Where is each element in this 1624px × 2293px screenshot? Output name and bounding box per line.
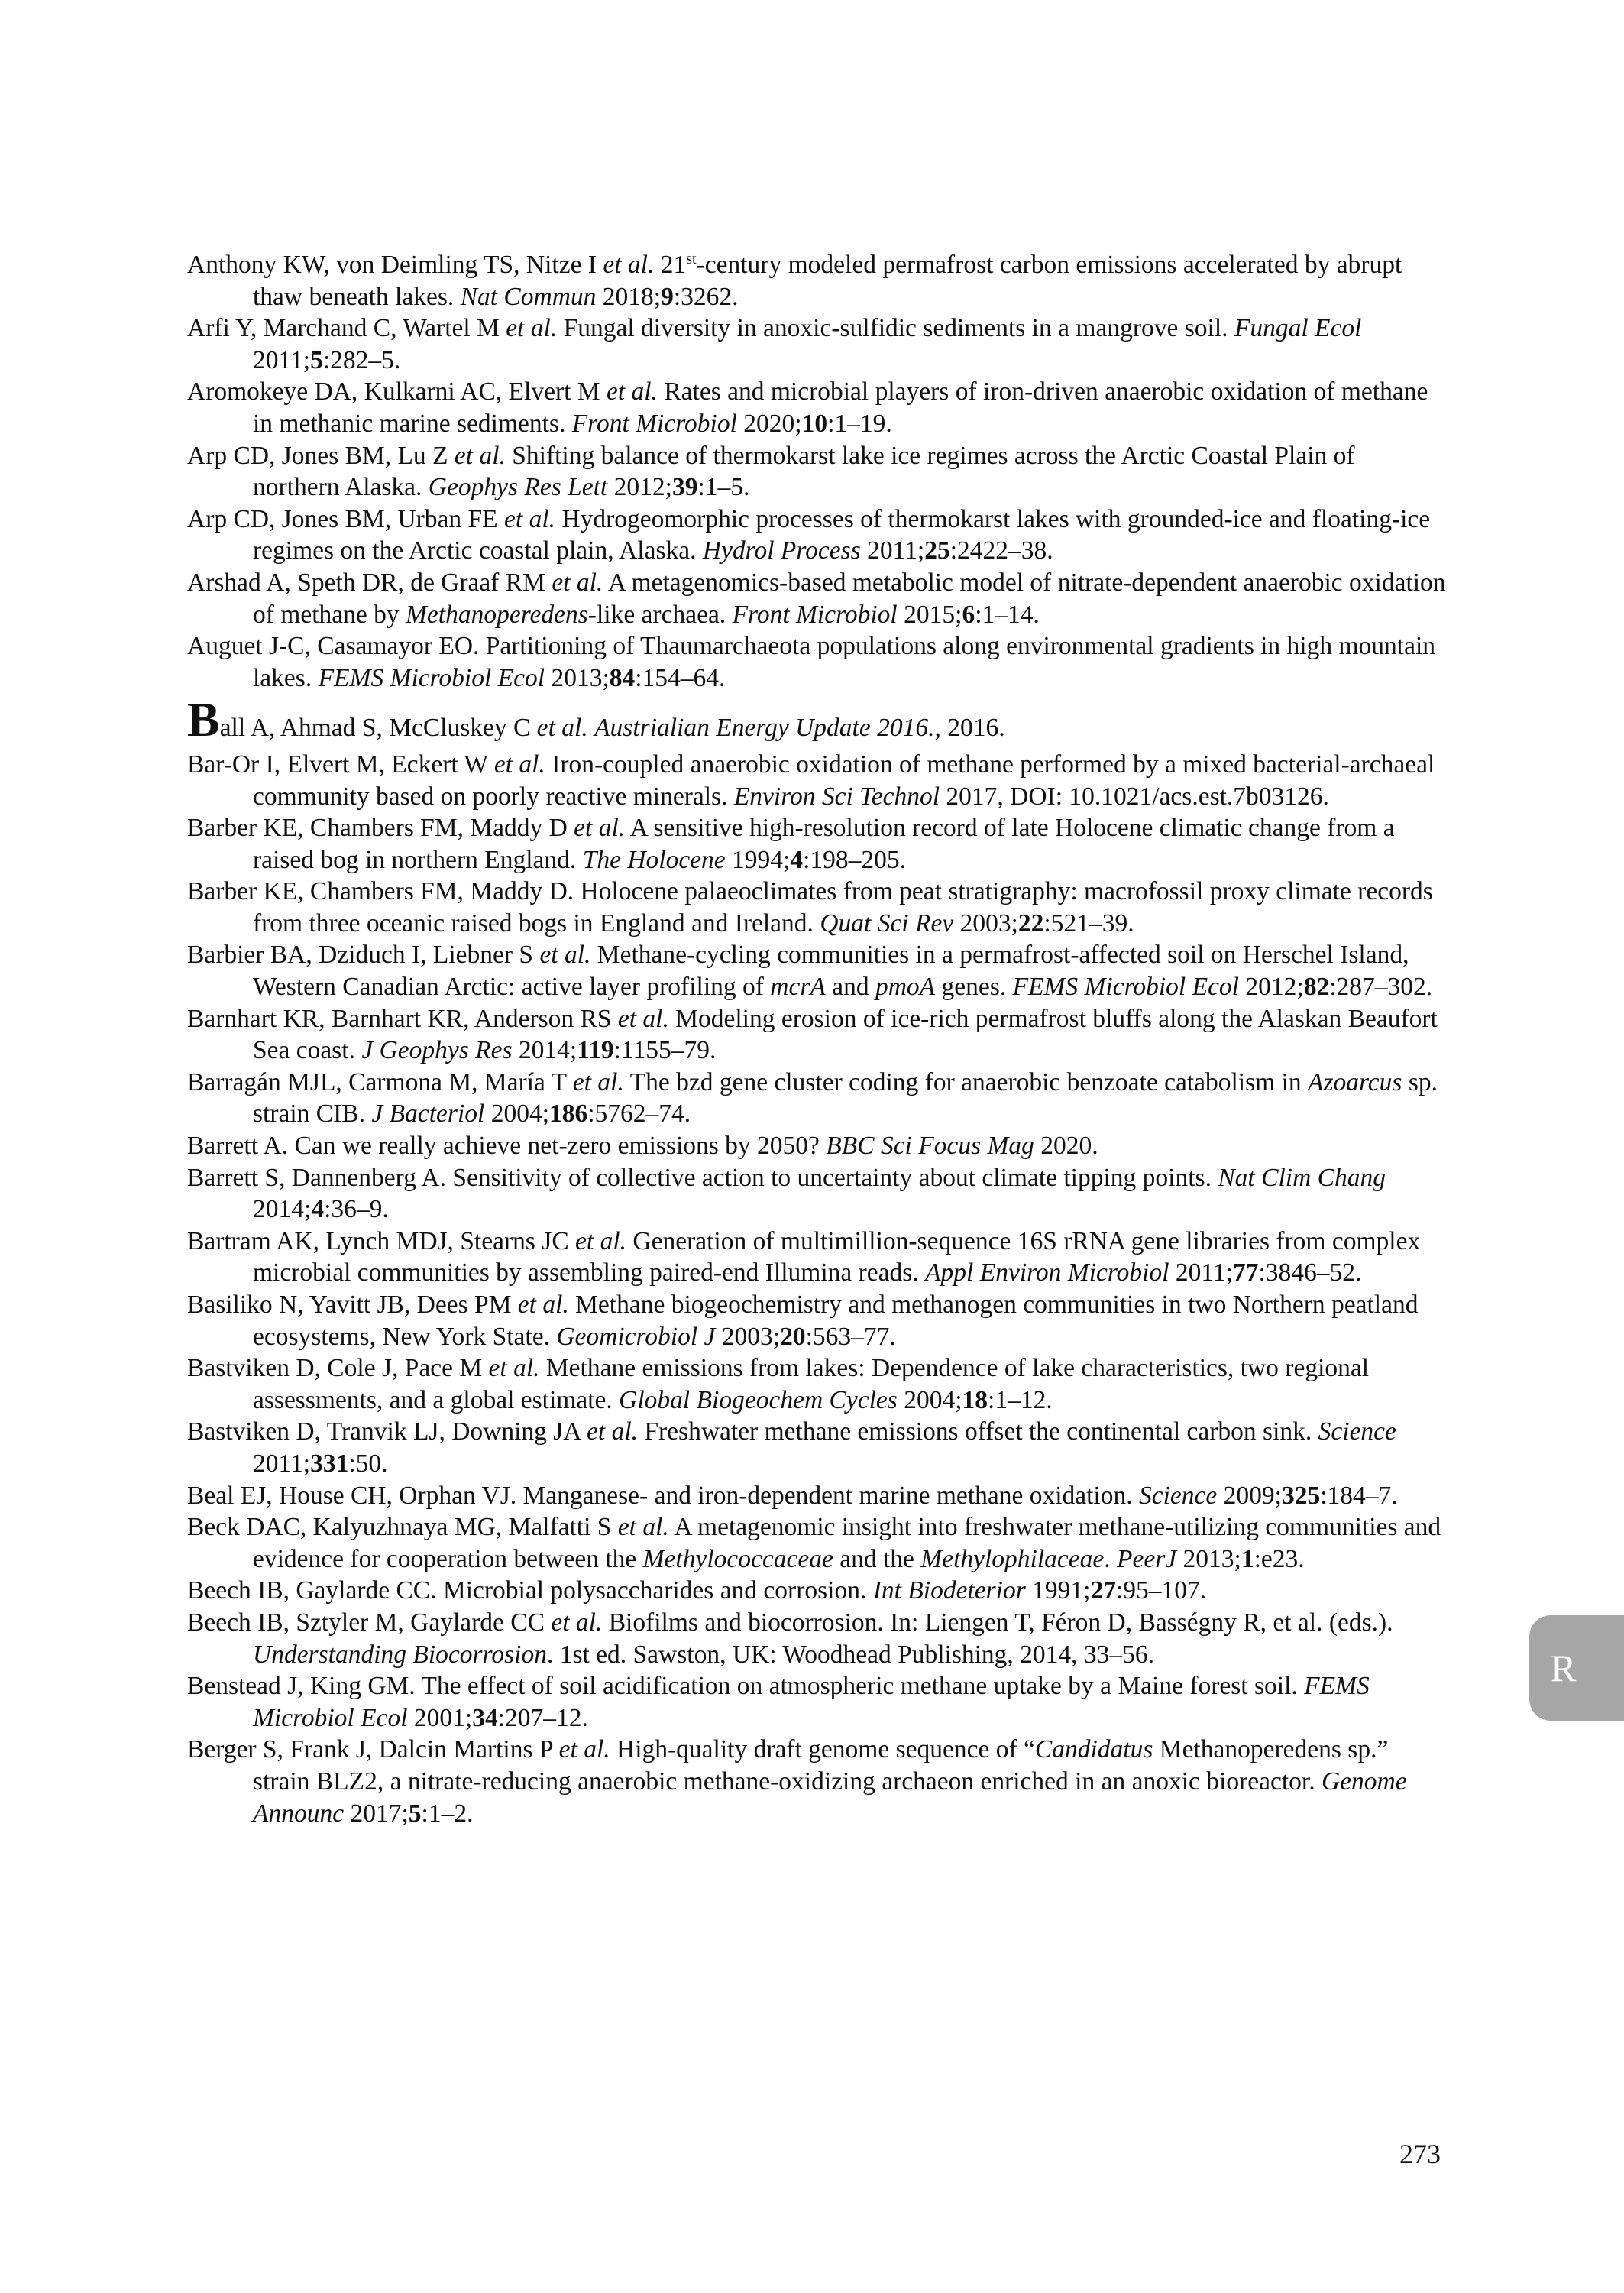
reference-entry xyxy=(187,440,1448,504)
reference-text: Aromokeye DA, Kulkarni AC, Elvert M xyxy=(187,377,607,406)
italic-text: Nat Commun xyxy=(460,282,597,311)
reference-text: :50. xyxy=(348,1449,388,1478)
italic-text: FEMS Microbiol Ecol xyxy=(1012,973,1239,1002)
reference-text: Auguet J-C, Casamayor EO. Partitioning of Thaumarchaeota populations along environmental gradients in high mountain lakes. xyxy=(187,632,1436,692)
italic-text: et al. xyxy=(572,1067,624,1096)
reference-text: 2012; xyxy=(1239,973,1304,1002)
reference-entry xyxy=(187,249,1448,313)
italic-text: et al. xyxy=(536,714,588,743)
reference-text: Beck DAC, Kalyuzhnaya MG, Malfatti S xyxy=(187,1513,618,1542)
reference-text: Methane biogeochemistry and methanogen communities in two Northern peatland ecosystems, New York State. xyxy=(253,1291,1419,1351)
bold-volume: 6 xyxy=(962,600,975,629)
reference-entry xyxy=(187,692,1448,747)
italic-text: Methylococcaceae xyxy=(642,1544,833,1573)
bold-volume: 20 xyxy=(780,1322,806,1351)
italic-text: mcrA xyxy=(770,973,826,1002)
reference-text: Hydrogeomorphic processes of thermokarst lakes with grounded-ice and floating-ice regimes on the Arctic coastal plain, Alaska. xyxy=(253,504,1431,565)
italic-text: Quat Sci Rev xyxy=(820,908,954,938)
reference-entry xyxy=(187,749,1448,812)
reference-text: A metagenomic insight into freshwater methane-utilizing communities and evidence for cooperation between the xyxy=(253,1513,1441,1573)
reference-text: all A, Ahmad S, McCluskey C xyxy=(219,714,537,743)
reference-text: . xyxy=(1104,1544,1118,1573)
reference-text: 2018; xyxy=(596,282,662,311)
reference-text: Arfi Y, Marchand C, Wartel M xyxy=(187,314,506,343)
italic-text: FEMS Microbiol Ecol xyxy=(253,1672,1370,1732)
italic-text: Global Biogeochem Cycles xyxy=(619,1385,898,1414)
reference-text: 2003; xyxy=(953,908,1018,938)
reference-text: :207–12. xyxy=(497,1703,588,1732)
italic-text: et al. xyxy=(493,750,545,779)
reference-text: Biofilms and biocorrosion. In: Liengen T, Féron D, Basségny R, et al. (eds.). xyxy=(602,1608,1393,1637)
bold-volume: 39 xyxy=(671,473,698,502)
bold-volume: 82 xyxy=(1303,973,1330,1002)
reference-entry xyxy=(187,1226,1448,1289)
italic-text: et al. xyxy=(617,1513,669,1542)
reference-text: :1–14. xyxy=(975,600,1040,629)
reference-text: Basiliko N, Yavitt JB, Dees PM xyxy=(187,1291,518,1319)
italic-text: Environ Sci Technol xyxy=(733,782,940,811)
reference-entry xyxy=(187,1670,1448,1734)
section-tab xyxy=(1529,1615,1624,1721)
reference-text: Methanoperedens sp.” strain BLZ2, a nitrate-reducing anaerobic methane-oxidizing archaeon enriched in an anoxic bioreactor. xyxy=(253,1735,1389,1796)
reference-text: 1991; xyxy=(1025,1576,1091,1605)
reference-text: , 2016. xyxy=(934,714,1005,743)
reference-text: 2017, DOI: 10.1021/acs.est.7b03126. xyxy=(940,782,1329,811)
bold-volume: 5 xyxy=(310,345,323,374)
reference-entry xyxy=(187,812,1448,876)
reference-text: 2011; xyxy=(253,1449,311,1478)
reference-text: :1–5. xyxy=(697,473,750,502)
italic-text: Fungal Ecol xyxy=(1234,314,1362,343)
reference-text: Rates and microbial players of iron-driven anaerobic oxidation of methane in methanic marine sediments. xyxy=(253,377,1428,438)
reference-text: :1–19. xyxy=(827,409,892,438)
bold-volume: 119 xyxy=(577,1036,614,1065)
italic-text: et al. xyxy=(504,504,556,533)
italic-text: et al. xyxy=(454,441,506,470)
section-initial-letter: B xyxy=(187,692,220,747)
reference-text: Generation of multimillion-sequence 16S rRNA gene libraries from complex microbial communities by assembling paired-end Illumina reads. xyxy=(253,1226,1421,1287)
reference-entry xyxy=(187,1352,1448,1416)
reference-text: -century modeled permafrost carbon emissions accelerated by abrupt thaw beneath lakes. xyxy=(253,251,1402,311)
reference-entry xyxy=(187,1289,1448,1352)
reference-text: Barber KE, Chambers FM, Maddy D xyxy=(187,814,574,843)
reference-entry xyxy=(187,504,1448,567)
reference-entry xyxy=(187,1575,1448,1607)
reference-text: Barrett A. Can we really achieve net-zero emissions by 2050? xyxy=(187,1132,827,1161)
reference-text: :154–64. xyxy=(635,663,726,692)
page-number: 273 xyxy=(1399,2139,1441,2169)
italic-text: Azoarcus xyxy=(1308,1067,1402,1096)
bold-volume: 1 xyxy=(1241,1544,1254,1573)
italic-text: Understanding Biocorrosion xyxy=(253,1640,547,1669)
reference-text: High-quality draft genome sequence of “ xyxy=(610,1735,1035,1764)
italic-text: Appl Environ Microbiol xyxy=(925,1258,1169,1287)
reference-text: :282–5. xyxy=(322,345,401,374)
bold-volume: 25 xyxy=(924,536,950,565)
reference-text: Beech IB, Sztyler M, Gaylarde CC xyxy=(187,1608,552,1637)
reference-entry xyxy=(187,1511,1448,1575)
reference-text: Bartram AK, Lynch MDJ, Stearns JC xyxy=(187,1226,576,1255)
reference-entry xyxy=(187,1067,1448,1130)
section-tab-letter: R xyxy=(1551,1647,1577,1689)
italic-text: Int Biodeterior xyxy=(872,1576,1026,1605)
reference-text: Modeling erosion of ice-rich permafrost bluffs along the Alaskan Beaufort Sea coast. xyxy=(253,1004,1438,1065)
italic-text: Science xyxy=(1318,1417,1396,1446)
italic-text: et al. xyxy=(551,1608,603,1637)
reference-text: Barragán MJL, Carmona M, María T xyxy=(187,1067,573,1096)
italic-text: et al. xyxy=(575,1226,627,1255)
reference-entry xyxy=(187,1130,1448,1162)
bold-volume: 325 xyxy=(1281,1481,1321,1510)
reference-entry xyxy=(187,1162,1448,1226)
reference-text: Barrett S, Dannenberg A. Sensitivity of collective action to uncertainty about climate tipping points. xyxy=(187,1163,1218,1192)
italic-text: et al. xyxy=(558,1735,610,1764)
reference-text: Arp CD, Jones BM, Urban FE xyxy=(187,504,505,533)
reference-text: 2014; xyxy=(512,1036,577,1065)
bold-volume: 77 xyxy=(1233,1258,1259,1287)
reference-text: A metagenomics-based metabolic model of nitrate-dependent anaerobic oxidation of methane by xyxy=(253,568,1446,629)
italic-text: et al. xyxy=(506,314,558,343)
reference-text: Methane emissions from lakes: Dependence of lake characteristics, two regional assessments, and a global estimate. xyxy=(253,1354,1370,1414)
bold-volume: 186 xyxy=(549,1100,588,1129)
bold-volume: 22 xyxy=(1017,908,1044,938)
reference-text: . 1st ed. Sawston, UK: Woodhead Publishing, 2014, 33–56. xyxy=(546,1640,1155,1669)
reference-text: Fungal diversity in anoxic-sulfidic sediments in a mangrove soil. xyxy=(557,314,1234,343)
reference-entry xyxy=(187,1480,1448,1512)
italic-text: The Holocene xyxy=(582,845,726,874)
italic-text: BBC Sci Focus Mag xyxy=(826,1132,1034,1161)
italic-text: FEMS Microbiol Ecol xyxy=(318,663,545,692)
bold-volume: 4 xyxy=(311,1195,325,1224)
reference-text: Bar-Or I, Elvert M, Eckert W xyxy=(187,750,494,779)
bold-volume: 18 xyxy=(962,1385,988,1414)
reference-text: 2012; xyxy=(607,473,672,502)
reference-text: :184–7. xyxy=(1320,1481,1398,1510)
reference-text: 21 xyxy=(654,251,687,279)
reference-text: 2017; xyxy=(344,1799,409,1828)
reference-text: 2011; xyxy=(860,536,925,565)
reference-text: :521–39. xyxy=(1043,908,1134,938)
reference-text: Barber KE, Chambers FM, Maddy D. Holocene palaeoclimates from peat stratigraphy: macrofossil proxy climate records from three oceanic raised bogs in England and Ireland. xyxy=(187,877,1433,938)
superscript: st xyxy=(686,250,697,267)
reference-text: sp. strain CIB. xyxy=(253,1067,1438,1129)
reference-text: Berger S, Frank J, Dalcin Martins P xyxy=(187,1735,559,1764)
italic-text: J Geophys Res xyxy=(361,1036,513,1065)
italic-text: et al. xyxy=(488,1354,540,1383)
reference-text: :1–12. xyxy=(988,1385,1053,1414)
reference-text: :2422–38. xyxy=(949,536,1053,565)
reference-text: :95–107. xyxy=(1115,1576,1207,1605)
reference-entry xyxy=(187,567,1448,630)
reference-text: :1155–79. xyxy=(613,1036,717,1065)
bold-volume: 84 xyxy=(609,663,636,692)
reference-text: :36–9. xyxy=(324,1195,389,1224)
reference-text: :3262. xyxy=(673,282,739,311)
italic-text: Austrialian Energy Update 2016. xyxy=(594,714,935,743)
italic-text: et al. xyxy=(552,568,603,597)
italic-text: Methylophilaceae xyxy=(920,1544,1105,1573)
bold-volume: 331 xyxy=(310,1449,349,1478)
reference-text: 2013; xyxy=(545,663,610,692)
reference-text: 2001; xyxy=(407,1703,473,1732)
reference-text: :198–205. xyxy=(803,845,907,874)
reference-text: genes. xyxy=(935,973,1013,1002)
reference-text: 2011; xyxy=(1169,1258,1233,1287)
italic-text: et al. xyxy=(574,814,626,843)
reference-list xyxy=(187,249,1448,1829)
italic-text: Front Microbiol xyxy=(571,409,737,438)
reference-entry xyxy=(187,313,1448,376)
italic-text: et al. xyxy=(539,941,591,970)
italic-text: PeerJ xyxy=(1117,1544,1177,1573)
italic-text: et al. xyxy=(587,1417,638,1446)
italic-text: J Bacteriol xyxy=(371,1100,485,1129)
reference-text: and the xyxy=(833,1544,921,1573)
italic-text: Hydrol Process xyxy=(702,536,861,565)
reference-text: 2004; xyxy=(897,1385,962,1414)
reference-text: The bzd gene cluster coding for anaerobic benzoate catabolism in xyxy=(623,1067,1309,1096)
reference-text: 2013; xyxy=(1176,1544,1241,1573)
italic-text: Front Microbiol xyxy=(732,600,898,629)
reference-entry xyxy=(187,1416,1448,1479)
italic-text: Methanoperedens xyxy=(406,600,588,629)
reference-text: Iron-coupled anaerobic oxidation of methane performed by a mixed bacterial-archaeal community based on poorly reactive minerals. xyxy=(253,750,1435,811)
reference-text: 2020; xyxy=(736,409,802,438)
italic-text: Genome Announc xyxy=(253,1767,1407,1828)
italic-text: Nat Clim Chang xyxy=(1218,1163,1386,1192)
reference-entry xyxy=(187,1734,1448,1829)
reference-text: Bastviken D, Tranvik LJ, Downing JA xyxy=(187,1417,587,1446)
italic-text: pmoA xyxy=(875,973,936,1002)
reference-text: :5762–74. xyxy=(587,1100,691,1129)
reference-text: 2004; xyxy=(484,1100,549,1129)
reference-text: Methane-cycling communities in a permafrost-affected soil on Herschel Island, Western Canadian Arctic: active layer profiling of xyxy=(253,941,1409,1002)
italic-text: Science xyxy=(1139,1481,1218,1510)
reference-text: and xyxy=(825,973,875,1002)
reference-text: 2003; xyxy=(715,1322,781,1351)
bold-volume: 10 xyxy=(801,409,828,438)
reference-text: 2014; xyxy=(253,1195,312,1224)
reference-text: 2009; xyxy=(1217,1481,1282,1510)
reference-text: 2011; xyxy=(253,345,311,374)
reference-text: Arp CD, Jones BM, Lu Z xyxy=(187,441,455,470)
reference-text: Arshad A, Speth DR, de Graaf RM xyxy=(187,568,552,597)
reference-text: Barnhart KR, Barnhart KR, Anderson RS xyxy=(187,1004,618,1033)
reference-text: :563–77. xyxy=(805,1322,896,1351)
reference-text: Anthony KW, von Deimling TS, Nitze I xyxy=(187,251,603,279)
italic-text: Candidatus xyxy=(1034,1735,1153,1764)
reference-text: 2020. xyxy=(1034,1132,1098,1161)
bold-volume: 5 xyxy=(408,1799,422,1828)
reference-text: Beal EJ, House CH, Orphan VJ. Manganese- and iron-dependent marine methane oxidation. xyxy=(187,1481,1139,1510)
reference-text: :3846–52. xyxy=(1258,1258,1362,1287)
italic-text: Geomicrobiol J xyxy=(556,1322,716,1351)
reference-text: Beech IB, Gaylarde CC. Microbial polysaccharides and corrosion. xyxy=(187,1576,873,1605)
bold-volume: 34 xyxy=(472,1703,498,1732)
reference-entry xyxy=(187,1607,1448,1670)
italic-text: et al. xyxy=(606,377,658,406)
reference-text: Freshwater methane emissions offset the continental carbon sink. xyxy=(638,1417,1318,1446)
reference-text: -like archaea. xyxy=(587,600,733,629)
reference-text: :287–302. xyxy=(1329,973,1433,1002)
italic-text: et al. xyxy=(603,251,655,279)
italic-text: et al. xyxy=(517,1291,569,1319)
reference-text: :e23. xyxy=(1254,1544,1305,1573)
reference-entry xyxy=(187,876,1448,939)
bold-volume: 27 xyxy=(1090,1576,1116,1605)
reference-entry xyxy=(187,630,1448,694)
reference-text: Shifting balance of thermokarst lake ice regimes across the Arctic Coastal Plain of northern Alaska. xyxy=(253,441,1355,502)
reference-text: A sensitive high-resolution record of late Holocene climatic change from a raised bog in northern England. xyxy=(253,814,1395,874)
italic-text: et al. xyxy=(617,1004,669,1033)
reference-entry xyxy=(187,939,1448,1002)
reference-text xyxy=(588,714,594,742)
bold-volume: 9 xyxy=(661,282,674,311)
reference-entry xyxy=(187,1003,1448,1067)
reference-text: Benstead J, King GM. The effect of soil acidification on atmospheric methane uptake by a Maine forest soil. xyxy=(187,1672,1305,1701)
italic-text: Geophys Res Lett xyxy=(428,473,608,502)
bold-volume: 4 xyxy=(790,845,804,874)
reference-text: 1994; xyxy=(725,845,791,874)
reference-entry xyxy=(187,376,1448,439)
reference-text: Barbier BA, Dziduch I, Liebner S xyxy=(187,941,540,970)
reference-text: Bastviken D, Cole J, Pace M xyxy=(187,1354,489,1383)
reference-text: :1–2. xyxy=(421,1799,474,1828)
reference-text: 2015; xyxy=(897,600,962,629)
